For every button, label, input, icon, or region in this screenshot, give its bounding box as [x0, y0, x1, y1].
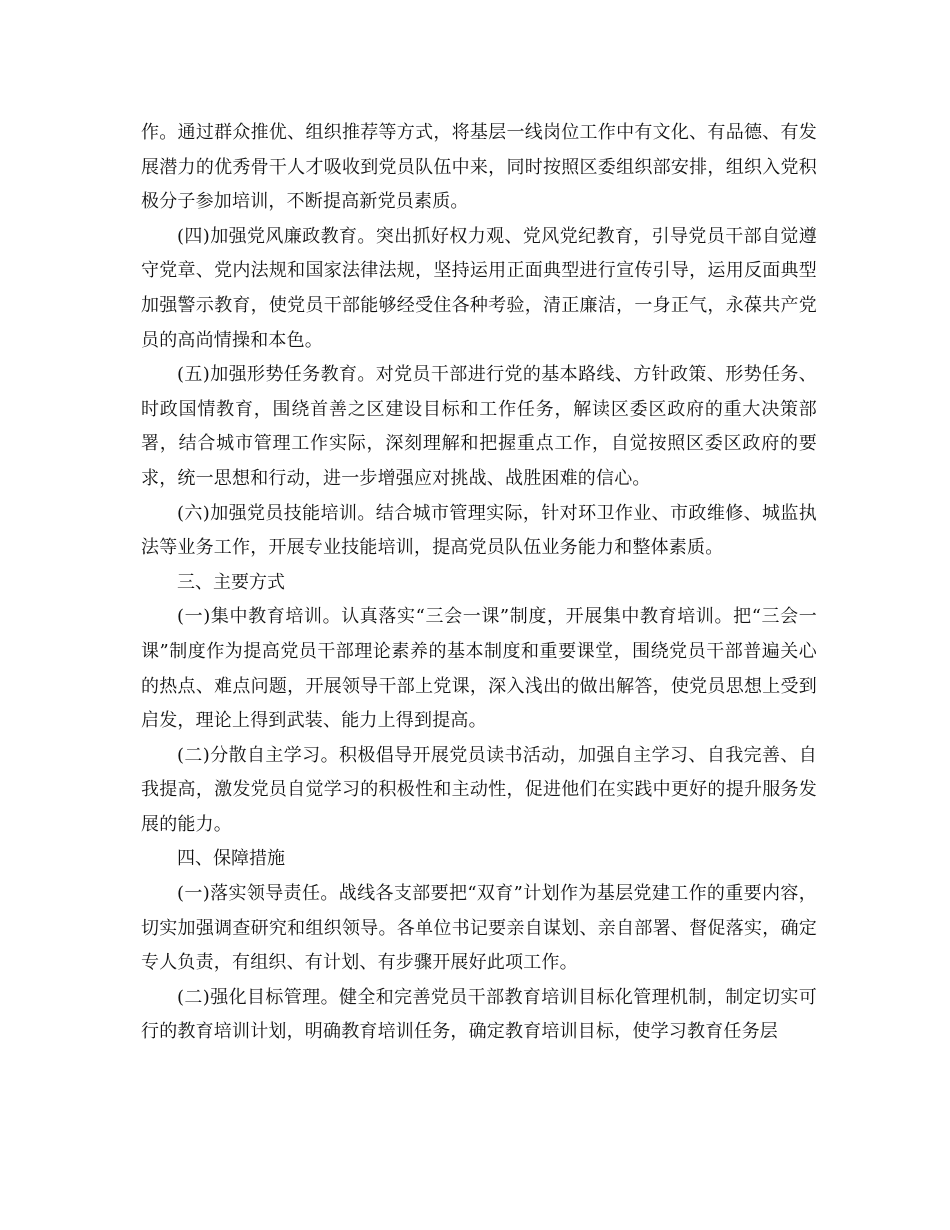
paragraph-leadership-responsibility: (一)落实领导责任。战线各支部要把“双育”计划作为基层党建工作的重要内容，切实加强调查研究和组织领导。各单位书记要亲自谋划、亲自部署、督促落实，确定专人负责，有组织、有计划、有步骤开展好此项工作。 [141, 883, 817, 974]
paragraph-skills-training: (六)加强党员技能培训。结合城市管理实际，针对环卫作业、市政维修、城监执法等业务工作，开展专业技能培训，提高党员队伍业务能力和整体素质。 [141, 502, 817, 559]
document-body [141, 116, 817, 1050]
section-heading-safeguards: 四、保障措施 [177, 848, 285, 870]
section-heading-main-methods: 三、主要方式 [177, 571, 285, 593]
paragraph-self-study: (二)分散自主学习。积极倡导开展党员读书活动，加强自主学习、自我完善、自我提高，激发党员自觉学习的积极性和主动性，促进他们在实践中更好的提升服务发展的能力。 [141, 744, 817, 835]
paragraph-centralized-training: (一)集中教育培训。认真落实“三会一课”制度，开展集中教育培训。把“三会一课”制度作为提高党员干部理论素养的基本制度和重要课堂，围绕党员干部普遍关心的热点、难点问题，开展领导干部上党课，深入浅出的做出解答，使党员思想上受到启发，理论上得到武装、能力上得到提高。 [141, 606, 817, 732]
paragraph-situation-education: (五)加强形势任务教育。对党员干部进行党的基本路线、方针政策、形势任务、时政国情教育，围绕首善之区建设目标和工作任务，解读区委区政府的重大决策部署，结合城市管理工作实际，深刻理解和把握重点工作，自觉按照区委区政府的要求，统一思想和行动，进一步增强应对挑战、战胜困难的信心。 [141, 364, 817, 489]
paragraph-continuation: 作。通过群众推优、组织推荐等方式，将基层一线岗位工作中有文化、有品德、有发展潜力的优秀骨干人才吸收到党员队伍中来，同时按照区委组织部安排，组织入党积极分子参加培训，不断提高新党员素质。 [141, 122, 817, 213]
paragraph-party-conduct-education: (四)加强党风廉政教育。突出抓好权力观、党风党纪教育，引导党员干部自觉遵守党章、党内法规和国家法律法规，坚持运用正面典型进行宣传引导，运用反面典型加强警示教育，使党员干部能够经受住各种考验，清正廉洁，一身正气，永葆共产党员的高尚情操和本色。 [141, 225, 817, 351]
paragraph-target-management: (二)强化目标管理。健全和完善党员干部教育培训目标化管理机制，制定切实可行的教育培训计划，明确教育培训任务，确定教育培训目标，使学习教育任务层 [141, 986, 817, 1043]
